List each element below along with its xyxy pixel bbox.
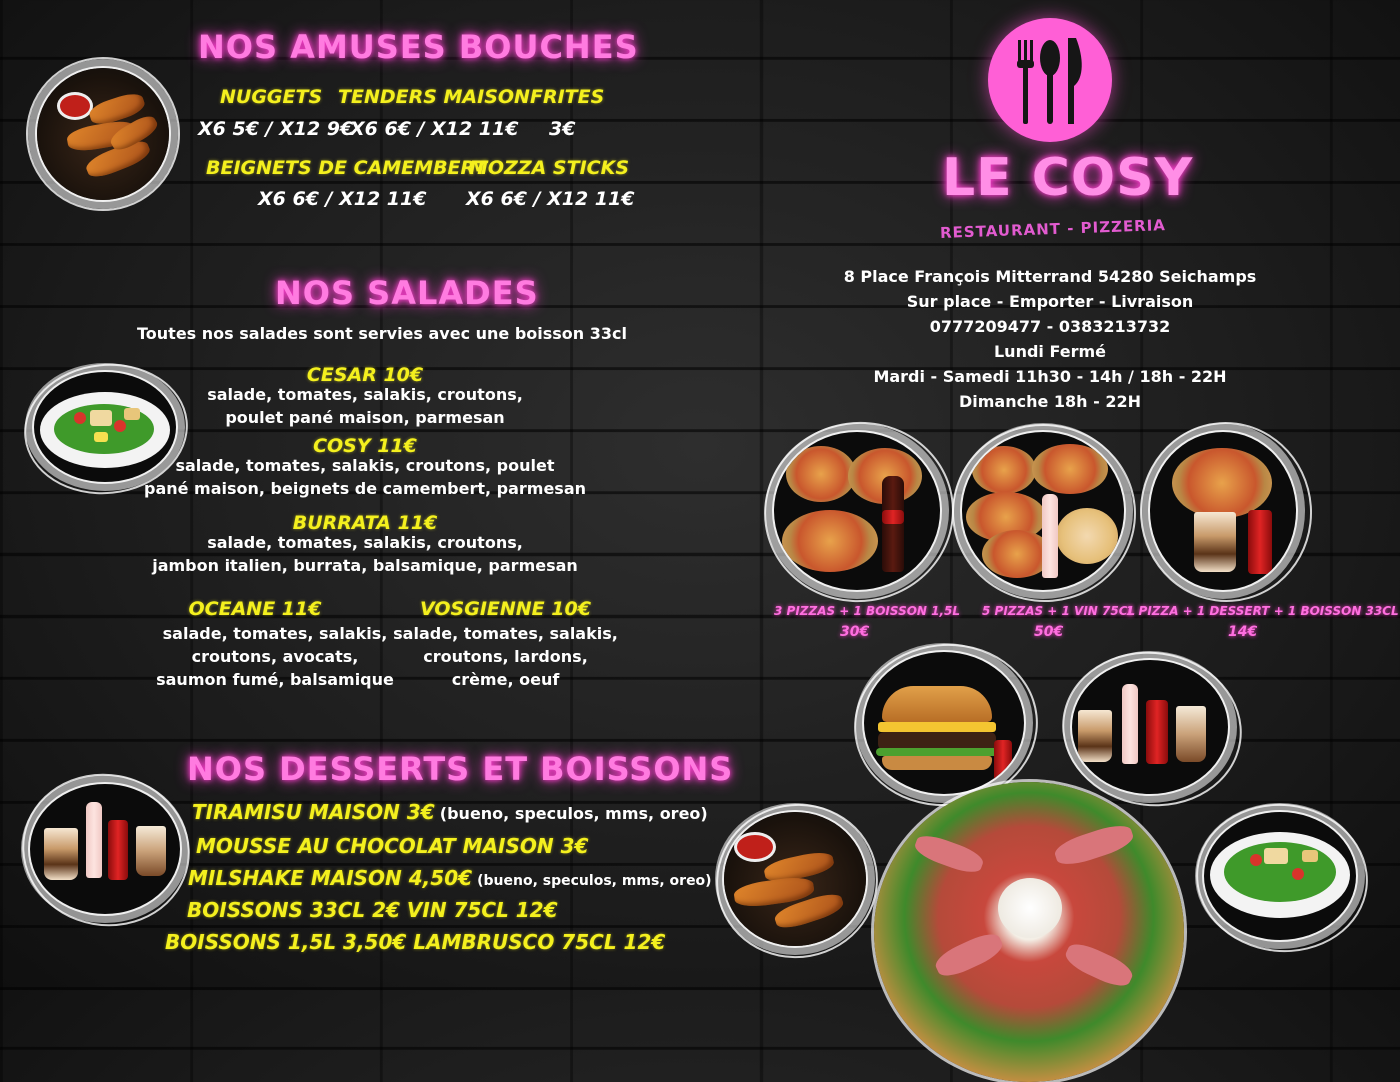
amuses-item-price: X6 6€ / X12 11€ (258, 188, 427, 210)
salade-name: OCEANE 11€ (188, 598, 322, 620)
desserts-title: NOS DESSERTS ET BOISSONS (187, 750, 734, 788)
offer-photo-3-pizzas (774, 432, 940, 590)
dessert-note: (bueno, speculos, mms, oreo) (439, 804, 708, 823)
salade-name: VOSGIENNE 10€ (420, 598, 591, 620)
dessert-main: BOISSONS 1,5L 3,50€ LAMBRUSCO 75CL 12€ (165, 930, 666, 954)
dessert-main: BOISSONS 33CL 2€ VIN 75CL 12€ (187, 898, 558, 922)
nuggets-photo (37, 68, 169, 200)
offer-label: 3 PIZZAS + 1 BOISSON 1,5L (774, 604, 961, 618)
restaurant-logo-icon (988, 18, 1112, 142)
cutlery-icon (988, 18, 1112, 142)
amuses-item-price: 3€ (549, 118, 576, 140)
phone-text: 0777209477 - 0383213732 (929, 317, 1171, 336)
offer-label: 5 PIZZAS + 1 VIN 75CL (982, 604, 1136, 618)
dessert-main: MOUSSE AU CHOCOLAT MAISON 3€ (196, 834, 589, 858)
amuses-item-name: NUGGETS (220, 86, 323, 108)
offer-label: 1 PIZZA + 1 DESSERT + 1 BOISSON 33CL (1126, 604, 1399, 618)
salade-cosy (140, 435, 590, 498)
offer-price: 14€ (1228, 624, 1258, 640)
offer-photo-1-pizza (1150, 432, 1296, 590)
dessert-line (188, 866, 712, 890)
salade-cesar (140, 364, 590, 427)
amuses-item-name: FRITES (530, 86, 605, 108)
salade-name: BURRATA 11€ (292, 512, 438, 534)
restaurant-info (830, 264, 1270, 414)
offer-price: 50€ (1034, 624, 1064, 640)
address-text: 8 Place François Mitterrand 54280 Seichamps (843, 267, 1257, 286)
salade-vosgienne (388, 598, 623, 689)
dessert-main: TIRAMISU MAISON 3€ (192, 800, 435, 824)
dessert-main: MILSHAKE MAISON 4,50€ (188, 866, 473, 890)
salade-desc: salade, tomates, salakis, croutons, (207, 385, 523, 404)
salade-desc: salade, tomates, salakis, (162, 624, 388, 643)
offer-photo-5-pizzas (962, 432, 1124, 590)
dessert-line (187, 898, 558, 922)
salades-subtitle: Toutes nos salades sont servies avec une boisson 33cl (137, 324, 627, 343)
salade-desc: salade, tomates, salakis, (393, 624, 618, 643)
salade-desc: crème, oeuf (451, 670, 560, 689)
salades-title: NOS SALADES (275, 274, 539, 312)
salade-burrata (140, 512, 590, 575)
salade-desc: saumon fumé, balsamique (156, 670, 394, 689)
drinks-photo (1072, 660, 1228, 794)
amuses-item-name: TENDERS MAISON (338, 86, 530, 108)
dessert-line (165, 930, 665, 954)
salade-desc: pané maison, beignets de camembert, parmesan (143, 479, 586, 498)
closed-day-text: Lundi Fermé (993, 342, 1107, 361)
salad-photo (34, 372, 176, 482)
services-text: Sur place - Emporter - Livraison (906, 292, 1194, 311)
burger-photo (864, 652, 1024, 794)
offer-price: 30€ (840, 624, 870, 640)
salade-desc: salade, tomates, salakis, croutons, poulet (175, 456, 555, 475)
dessert-line (192, 800, 708, 824)
amuses-item-name: BEIGNETS DE CAMEMBERT (206, 157, 488, 179)
salade-desc: jambon italien, burrata, balsamique, parmesan (152, 556, 578, 575)
dessert-line (196, 834, 588, 858)
amuses-item-price: X6 5€ / X12 9€ (198, 118, 354, 140)
hours-week-text: Mardi - Samedi 11h30 - 14h / 18h - 22H (873, 367, 1227, 386)
amuses-item-price: X6 6€ / X12 11€ (466, 188, 635, 210)
amuses-title: NOS AMUSES BOUCHES (198, 28, 639, 66)
salade-name: CESAR 10€ (306, 364, 424, 386)
hours-sunday-text: Dimanche 18h - 22H (958, 392, 1141, 411)
dessert-note: (bueno, speculos, mms, oreo) (477, 873, 712, 889)
salade-desc: salade, tomates, salakis, croutons, (207, 533, 523, 552)
pizza-photo (874, 782, 1184, 1082)
salade-desc: croutons, avocats, (191, 647, 359, 666)
brand-tagline: RESTAURANT - PIZZERIA (939, 216, 1167, 242)
brand-name: LE COSY (942, 148, 1194, 208)
tenders-photo (724, 812, 866, 946)
salad-photo-2 (1204, 812, 1356, 940)
salade-desc: croutons, lardons, (423, 647, 588, 666)
amuses-item-price: X6 6€ / X12 11€ (350, 118, 519, 140)
salade-oceane (150, 598, 400, 689)
salade-name: COSY 11€ (313, 435, 417, 457)
salade-desc: poulet pané maison, parmesan (225, 408, 505, 427)
desserts-photo (30, 784, 180, 914)
amuses-item-name: MOZZA STICKS (469, 157, 629, 179)
